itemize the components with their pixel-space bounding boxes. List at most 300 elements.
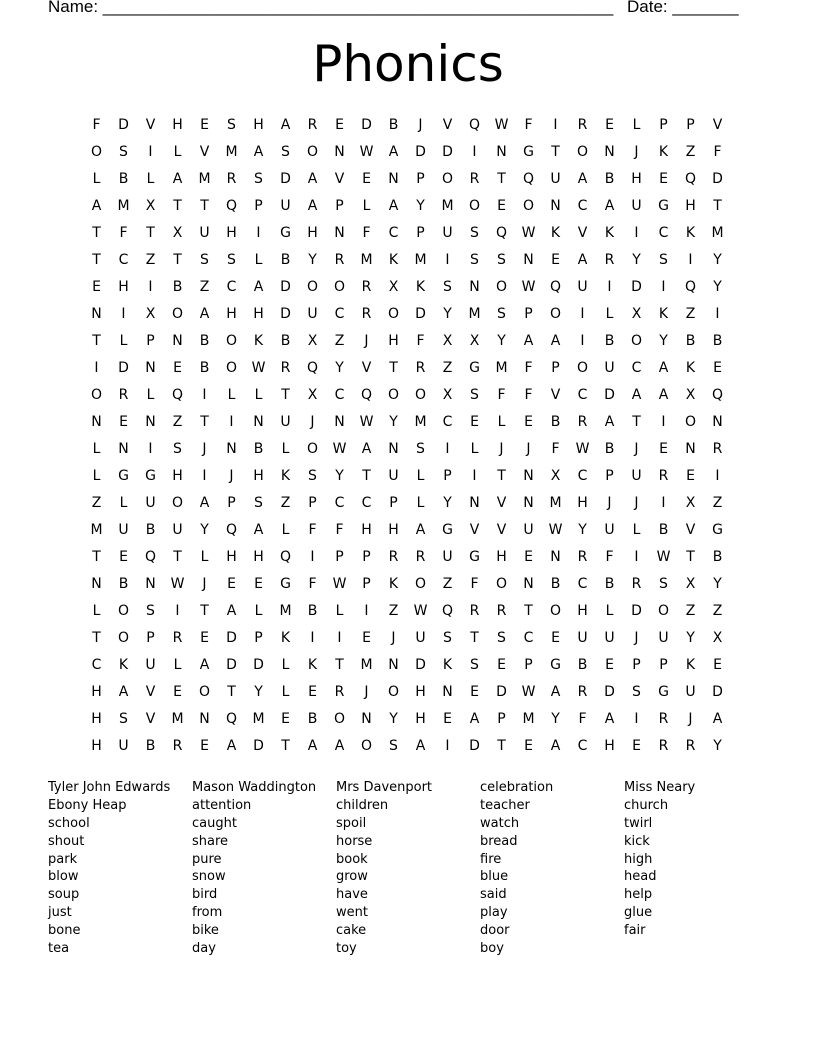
grid-letter: H	[253, 468, 264, 484]
grid-letter: V	[442, 117, 453, 133]
grid-letter: C	[388, 225, 399, 241]
grid-letter: G	[145, 468, 156, 484]
word-item: watch	[480, 815, 520, 831]
grid-letter: V	[334, 171, 345, 187]
grid-letter: S	[227, 117, 236, 133]
grid-letter: C	[658, 225, 669, 241]
word-item: church	[624, 797, 669, 813]
grid-letter: T	[173, 549, 182, 565]
grid-letter: A	[577, 171, 588, 187]
word-item: book	[336, 851, 368, 867]
word-column	[624, 779, 768, 958]
grid-letter: M	[414, 414, 427, 430]
grid-letter: A	[172, 171, 183, 187]
grid-letter: D	[415, 306, 426, 322]
grid-letter: Q	[279, 549, 292, 565]
grid-letter: Q	[522, 171, 535, 187]
word-item: tea	[48, 941, 70, 957]
grid-letter: O	[117, 630, 130, 646]
grid-letter: B	[388, 117, 399, 133]
grid-letter: F	[416, 333, 425, 349]
grid-letter: C	[577, 387, 588, 403]
grid-row	[83, 625, 731, 652]
grid-letter: A	[199, 306, 210, 322]
grid-letter: O	[171, 495, 184, 511]
grid-letter: S	[470, 252, 479, 268]
grid-letter: P	[605, 468, 614, 484]
grid-letter: X	[685, 495, 696, 511]
grid-letter: B	[199, 333, 210, 349]
grid-row	[83, 193, 731, 220]
grid-letter: L	[335, 603, 344, 619]
word-item: spoil	[336, 815, 367, 831]
grid-letter: L	[416, 468, 425, 484]
grid-letter: A	[658, 360, 669, 376]
grid-letter: D	[604, 684, 615, 700]
grid-letter: E	[470, 684, 479, 700]
grid-letter: O	[333, 711, 346, 727]
grid-letter: T	[632, 414, 641, 430]
grid-letter: E	[335, 117, 344, 133]
word-item: Miss Neary	[624, 780, 696, 795]
grid-letter: W	[332, 441, 347, 457]
word-item: have	[336, 887, 368, 903]
grid-letter: H	[91, 684, 102, 700]
grid-letter: S	[119, 144, 128, 160]
grid-letter: U	[631, 468, 642, 484]
grid-letter: L	[119, 495, 128, 511]
grid-letter: E	[119, 414, 128, 430]
grid-letter: H	[577, 495, 588, 511]
grid-letter: Q	[468, 117, 481, 133]
grid-letter: V	[712, 117, 723, 133]
grid-letter: E	[92, 279, 101, 295]
grid-letter: A	[199, 657, 210, 673]
grid-letter: F	[119, 225, 128, 241]
grid-letter: F	[497, 387, 506, 403]
grid-row	[83, 679, 731, 706]
grid-letter: I	[634, 549, 639, 565]
grid-letter: Y	[686, 630, 695, 646]
grid-letter: W	[359, 414, 374, 430]
grid-letter: R	[415, 549, 426, 565]
grid-letter: Y	[308, 252, 317, 268]
grid-letter: A	[604, 198, 615, 214]
grid-letter: B	[118, 576, 129, 592]
word-item: play	[480, 905, 508, 921]
word-item: celebration	[480, 780, 554, 795]
grid-letter: I	[580, 333, 585, 349]
grid-letter: H	[226, 225, 237, 241]
grid-letter: E	[659, 441, 668, 457]
grid-letter: Z	[712, 603, 723, 619]
grid-letter: J	[391, 630, 396, 646]
grid-letter: P	[362, 549, 371, 565]
grid-letter: M	[279, 603, 292, 619]
grid-letter: T	[200, 198, 209, 214]
grid-letter: N	[604, 144, 615, 160]
grid-letter: T	[335, 657, 344, 673]
grid-letter: B	[280, 252, 291, 268]
grid-letter: A	[550, 333, 561, 349]
grid-letter: P	[146, 630, 155, 646]
grid-letter: L	[173, 144, 182, 160]
grid-letter: O	[333, 279, 346, 295]
grid-letter: R	[361, 279, 372, 295]
grid-letter: O	[306, 441, 319, 457]
grid-letter: H	[253, 306, 264, 322]
grid-letter: U	[145, 495, 156, 511]
grid-letter: L	[146, 387, 155, 403]
grid-letter: Y	[254, 684, 263, 700]
grid-letter: Y	[416, 198, 425, 214]
grid-letter: P	[335, 198, 344, 214]
grid-letter: I	[148, 144, 153, 160]
grid-letter: K	[388, 252, 399, 268]
grid-letter: A	[253, 522, 264, 538]
grid-letter: R	[361, 306, 372, 322]
grid-letter: F	[578, 711, 587, 727]
grid-letter: E	[443, 711, 452, 727]
grid-letter: U	[307, 306, 318, 322]
word-item: soup	[48, 887, 80, 903]
word-item: snow	[192, 869, 226, 885]
grid-letter: R	[388, 549, 399, 565]
grid-letter: Y	[443, 495, 452, 511]
grid-letter: U	[442, 549, 453, 565]
grid-letter: Y	[713, 252, 722, 268]
grid-letter: T	[524, 603, 533, 619]
grid-letter: I	[229, 414, 234, 430]
grid-letter: R	[631, 576, 642, 592]
grid-letter: I	[175, 603, 180, 619]
grid-letter: I	[634, 225, 639, 241]
grid-letter: N	[523, 468, 534, 484]
grid-letter: D	[496, 684, 507, 700]
grid-letter: D	[118, 360, 129, 376]
grid-row	[83, 733, 731, 760]
grid-letter: B	[550, 414, 561, 430]
grid-letter: N	[253, 414, 264, 430]
grid-letter: E	[605, 657, 614, 673]
grid-letter: K	[415, 279, 426, 295]
grid-letter: P	[659, 657, 668, 673]
grid-letter: L	[281, 441, 290, 457]
grid-letter: U	[145, 657, 156, 673]
grid-letter: J	[364, 333, 369, 349]
grid-letter: Y	[713, 738, 722, 754]
grid-letter: S	[470, 657, 479, 673]
grid-letter: V	[496, 495, 507, 511]
grid-letter: T	[92, 252, 101, 268]
grid-letter: P	[632, 657, 641, 673]
grid-letter: O	[387, 387, 400, 403]
grid-letter: B	[685, 333, 696, 349]
grid-letter: C	[577, 576, 588, 592]
grid-letter: Q	[684, 171, 697, 187]
grid-letter: L	[254, 603, 263, 619]
grid-letter: V	[577, 225, 588, 241]
grid-letter: J	[418, 117, 423, 133]
grid-letter: S	[146, 603, 155, 619]
grid-letter: R	[658, 738, 669, 754]
word-column	[336, 779, 480, 958]
grid-letter: W	[656, 549, 671, 565]
grid-letter: I	[715, 468, 720, 484]
grid-row	[83, 274, 731, 301]
grid-letter: P	[146, 333, 155, 349]
grid-letter: V	[145, 684, 156, 700]
grid-letter: C	[442, 414, 453, 430]
grid-letter: I	[688, 252, 693, 268]
word-column	[48, 779, 192, 958]
grid-letter: M	[198, 171, 211, 187]
grid-letter: I	[94, 360, 99, 376]
grid-letter: E	[362, 630, 371, 646]
grid-letter: A	[469, 711, 480, 727]
grid-letter: H	[253, 117, 264, 133]
grid-letter: A	[118, 684, 129, 700]
grid-letter: M	[414, 252, 427, 268]
grid-letter: W	[251, 360, 266, 376]
grid-letter: T	[92, 333, 101, 349]
word-item: door	[480, 923, 510, 939]
grid-letter: G	[118, 468, 129, 484]
grid-letter: A	[388, 198, 399, 214]
grid-letter: U	[577, 630, 588, 646]
grid-letter: N	[145, 576, 156, 592]
grid-letter: R	[658, 468, 669, 484]
grid-letter: H	[226, 549, 237, 565]
grid-letter: X	[712, 630, 723, 646]
grid-letter: E	[713, 657, 722, 673]
grid-letter: K	[442, 657, 453, 673]
word-item: Ebony Heap	[48, 797, 127, 813]
grid-letter: P	[659, 117, 668, 133]
grid-letter: J	[526, 441, 531, 457]
grid-letter: Z	[685, 144, 696, 160]
grid-letter: Y	[578, 522, 587, 538]
grid-letter: X	[442, 387, 453, 403]
grid-letter: R	[469, 171, 480, 187]
grid-letter: X	[145, 198, 156, 214]
grid-row	[83, 463, 731, 490]
word-list	[48, 779, 768, 958]
grid-letter: Q	[711, 387, 724, 403]
grid-letter: M	[117, 198, 130, 214]
grid-letter: V	[145, 117, 156, 133]
grid-letter: L	[227, 387, 236, 403]
grid-letter: B	[280, 333, 291, 349]
grid-row	[83, 328, 731, 355]
grid-letter: N	[469, 495, 480, 511]
grid-letter: L	[362, 198, 371, 214]
grid-letter: A	[523, 333, 534, 349]
grid-letter: A	[415, 522, 426, 538]
grid-row	[83, 706, 731, 733]
grid-letter: U	[604, 522, 615, 538]
grid-letter: R	[172, 630, 183, 646]
grid-letter: L	[92, 171, 101, 187]
grid-letter: D	[361, 117, 372, 133]
grid-letter: E	[497, 657, 506, 673]
grid-letter: N	[523, 495, 534, 511]
grid-row	[83, 490, 731, 517]
grid-letter: H	[172, 117, 183, 133]
grid-letter: S	[659, 252, 668, 268]
date-field-label: Date: _______	[627, 0, 739, 16]
word-column	[480, 779, 624, 958]
grid-letter: N	[334, 144, 345, 160]
grid-letter: I	[661, 279, 666, 295]
grid-letter: O	[549, 306, 562, 322]
grid-letter: W	[359, 144, 374, 160]
grid-letter: P	[389, 495, 398, 511]
grid-letter: B	[145, 738, 156, 754]
grid-letter: N	[91, 414, 102, 430]
grid-letter: O	[225, 333, 238, 349]
grid-letter: I	[121, 306, 126, 322]
grid-letter: Q	[225, 522, 238, 538]
grid-letter: Z	[442, 576, 453, 592]
grid-row	[83, 355, 731, 382]
grid-letter: L	[119, 333, 128, 349]
grid-letter: M	[90, 522, 103, 538]
grid-letter: Q	[360, 387, 373, 403]
word-item: said	[480, 887, 507, 903]
grid-letter: I	[634, 711, 639, 727]
grid-letter: O	[225, 360, 238, 376]
grid-letter: Z	[685, 603, 696, 619]
word-item: cake	[336, 923, 367, 939]
grid-letter: H	[91, 738, 102, 754]
word-item: bird	[192, 887, 218, 903]
grid-letter: A	[577, 252, 588, 268]
grid-letter: N	[361, 711, 372, 727]
grid-letter: Y	[659, 333, 668, 349]
grid-letter: R	[604, 252, 615, 268]
grid-letter: I	[364, 603, 369, 619]
grid-letter: B	[604, 441, 615, 457]
grid-letter: S	[443, 630, 452, 646]
word-item: school	[48, 815, 90, 831]
grid-letter: U	[550, 171, 561, 187]
grid-letter: Q	[225, 711, 238, 727]
grid-letter: K	[550, 225, 561, 241]
grid-letter: L	[92, 603, 101, 619]
grid-letter: R	[172, 738, 183, 754]
grid-letter: I	[580, 306, 585, 322]
grid-letter: S	[227, 252, 236, 268]
grid-letter: B	[712, 333, 723, 349]
grid-letter: C	[334, 306, 345, 322]
grid-letter: Q	[306, 360, 319, 376]
grid-letter: U	[280, 414, 291, 430]
grid-letter: S	[497, 252, 506, 268]
grid-letter: A	[550, 738, 561, 754]
grid-letter: F	[713, 144, 722, 160]
grid-letter: A	[253, 279, 264, 295]
grid-letter: O	[90, 387, 103, 403]
grid-letter: J	[202, 441, 207, 457]
grid-letter: H	[388, 333, 399, 349]
word-item: bread	[480, 833, 518, 849]
grid-letter: C	[226, 279, 237, 295]
grid-letter: I	[256, 225, 261, 241]
grid-letter: A	[658, 387, 669, 403]
grid-letter: U	[577, 279, 588, 295]
grid-letter: H	[631, 171, 642, 187]
grid-letter: P	[362, 576, 371, 592]
grid-letter: S	[416, 441, 425, 457]
grid-letter: U	[658, 630, 669, 646]
grid-letter: U	[604, 630, 615, 646]
grid-letter: A	[280, 117, 291, 133]
grid-letter: X	[388, 279, 399, 295]
grid-letter: A	[604, 414, 615, 430]
grid-letter: A	[226, 603, 237, 619]
grid-letter: O	[657, 603, 670, 619]
grid-letter: R	[577, 117, 588, 133]
grid-letter: I	[472, 468, 477, 484]
grid-letter: U	[118, 522, 129, 538]
grid-letter: O	[522, 198, 535, 214]
word-item: day	[192, 941, 216, 957]
grid-letter: U	[685, 684, 696, 700]
grid-letter: X	[307, 387, 318, 403]
grid-letter: D	[712, 171, 723, 187]
grid-letter: T	[497, 171, 506, 187]
grid-letter: O	[198, 684, 211, 700]
grid-letter: T	[173, 198, 182, 214]
grid-letter: X	[631, 306, 642, 322]
grid-letter: N	[442, 684, 453, 700]
grid-letter: P	[254, 630, 263, 646]
grid-letter: T	[92, 549, 101, 565]
grid-letter: A	[307, 738, 318, 754]
grid-letter: C	[523, 630, 534, 646]
grid-letter: B	[712, 549, 723, 565]
grid-letter: Y	[389, 711, 398, 727]
grid-letter: K	[685, 360, 696, 376]
grid-row	[83, 571, 731, 598]
grid-letter: E	[551, 630, 560, 646]
grid-letter: S	[659, 576, 668, 592]
grid-letter: T	[92, 225, 101, 241]
grid-letter: M	[468, 306, 481, 322]
grid-letter: B	[658, 522, 669, 538]
grid-letter: X	[307, 333, 318, 349]
grid-letter: N	[388, 657, 399, 673]
grid-letter: D	[118, 117, 129, 133]
grid-letter: L	[281, 522, 290, 538]
grid-letter: E	[362, 171, 371, 187]
grid-letter: P	[254, 198, 263, 214]
grid-letter: Y	[335, 468, 344, 484]
grid-letter: Q	[171, 387, 184, 403]
grid-letter: C	[91, 657, 102, 673]
grid-letter: T	[173, 252, 182, 268]
grid-letter: H	[172, 468, 183, 484]
grid-letter: O	[495, 279, 508, 295]
grid-letter: F	[92, 117, 101, 133]
grid-letter: I	[310, 630, 315, 646]
grid-letter: C	[334, 495, 345, 511]
grid-letter: O	[441, 171, 454, 187]
grid-letter: B	[199, 360, 210, 376]
grid-letter: K	[604, 225, 615, 241]
grid-letter: O	[495, 576, 508, 592]
